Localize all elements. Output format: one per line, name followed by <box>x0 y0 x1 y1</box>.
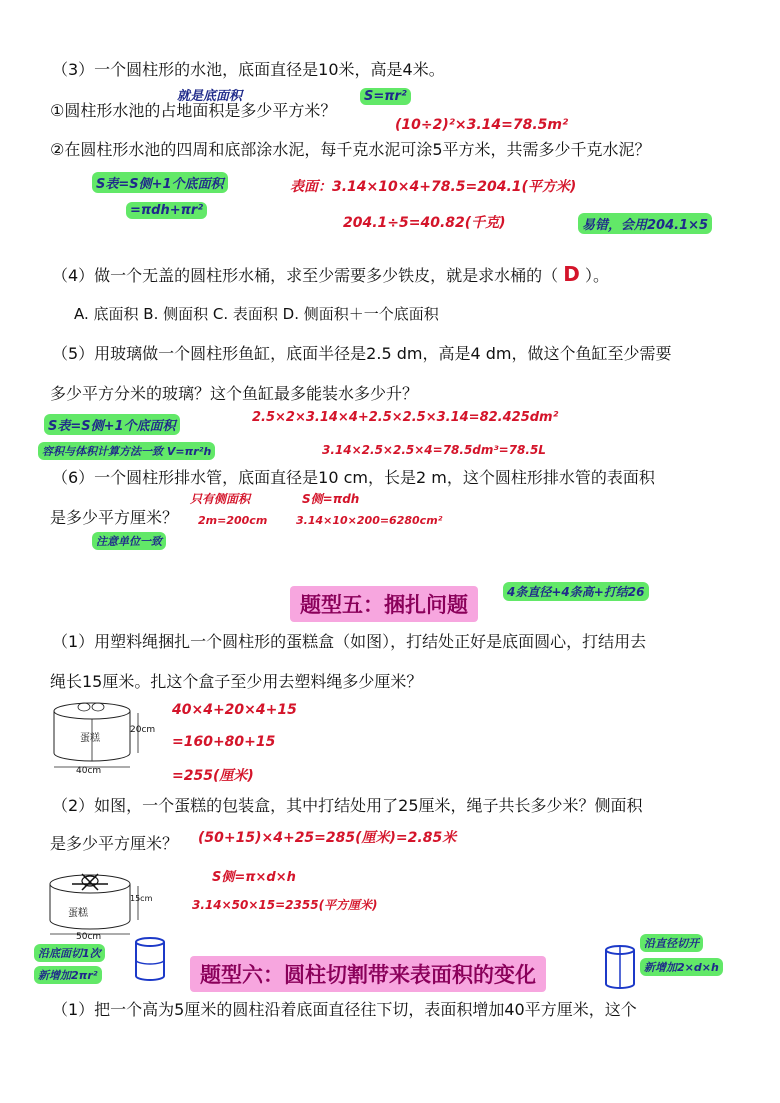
cylinder-icon-left <box>132 936 168 984</box>
s6q1-line1: （1）把一个高为5厘米的圆柱沿着底面直径往下切，表面积增加40平方厘米，这个 <box>52 1000 637 1019</box>
s5q1-calc3: =255(厘米) <box>172 768 254 784</box>
fig1-label: 蛋糕 <box>80 733 100 744</box>
q6-conv: 2m=200cm <box>198 514 268 527</box>
q4-title: （4）做一个无盖的圆柱形水桶，求至少需要多少铁皮，就是求水桶的（ D ）。 <box>52 262 609 286</box>
cake-box-figure-1 <box>42 697 156 777</box>
s5q1-calc1: 40×4+20×4+15 <box>172 702 297 718</box>
q3-sub2: ②在圆柱形水池的四周和底部涂水泥，每千克水泥可涂5平方米，共需多少千克水泥？ <box>50 140 651 159</box>
q5-calc-v: 3.14×2.5×2.5×4=78.5dm³=78.5L <box>322 443 546 457</box>
q5-line1: （5）用玻璃做一个圆柱形鱼缸，底面半径是2.5 dm，高是4 dm，做这个鱼缸至少需要 <box>52 344 672 363</box>
q3-formula-s: S表=S侧+1个底面积 <box>92 172 228 193</box>
s5q2-line1: （2）如图，一个蛋糕的包装盒，其中打结处用了25厘米，绳子共长多少米？侧面积 <box>52 796 643 815</box>
sec6-right-note1: 沿直径切开 <box>640 934 703 952</box>
q6-note-side: 只有侧面积 <box>190 492 251 506</box>
q5-line2: 多少平方分米的玻璃？这个鱼缸最多能装水多少升？ <box>50 384 419 403</box>
q4-answer: D <box>563 262 580 286</box>
fig2-label: 蛋糕 <box>68 904 88 919</box>
sec5-title: 题型五：捆扎问题 <box>290 586 478 622</box>
q3-calc-kg: 204.1÷5=40.82(千克) <box>343 215 506 231</box>
q3-calc-s: 表面：3.14×10×4+78.5=204.1(平方米) <box>290 179 577 195</box>
sec5-tip: 4条直径+4条高+打结26 <box>503 582 649 601</box>
q3-calc-area: (10÷2)²×3.14=78.5m² <box>395 117 569 133</box>
q3-formula-s2: =πdh+πr² <box>126 202 207 219</box>
fig1-width: 40cm <box>76 766 102 776</box>
s5q2-calc-rope: (50+15)×4+25=285(厘米)=2.85米 <box>198 830 457 846</box>
cake-box-figure-2 <box>42 868 152 942</box>
cylinder-icon-right <box>602 944 638 992</box>
q5-note-v: 容积与体积计算方法一致 V=πr²h <box>38 442 215 460</box>
q6-note-unit: 注意单位一致 <box>92 532 166 550</box>
s5q2-line2: 是多少平方厘米？ <box>50 834 179 853</box>
sec6-title: 题型六：圆柱切割带来表面积的变化 <box>190 956 546 992</box>
q3-formula-area: S=πr² <box>360 88 411 105</box>
fig2-width: 50cm <box>76 932 102 942</box>
q5-formula-s: S表=S侧+1个底面积 <box>44 414 180 435</box>
s5q1-line2: 绳长15厘米。扎这个盒子至少用去塑料绳多少厘米？ <box>50 672 423 691</box>
sec6-right-note2: 新增加2×d×h <box>640 958 723 976</box>
q4-options: A. 底面积 B. 侧面积 C. 表面积 D. 侧面积＋一个底面积 <box>74 305 439 323</box>
fig2-height: 15cm <box>130 894 153 903</box>
q3-note-err: 易错，会用204.1×5 <box>578 213 712 234</box>
q6-formula: S侧=πdh <box>302 492 360 506</box>
q5-calc-s: 2.5×2×3.14×4+2.5×2.5×3.14=82.425dm² <box>252 410 559 425</box>
q6-line2: 是多少平方厘米？ <box>50 508 179 527</box>
q3-title: （3）一个圆柱形的水池，底面直径是10米，高是4米。 <box>52 60 445 79</box>
s5q2-formula: S侧=π×d×h <box>212 870 296 885</box>
q3-note-area: 就是底面积 <box>177 89 243 104</box>
fig1-height: 20cm <box>130 725 156 735</box>
sec6-left-note2: 新增加2πr² <box>34 966 102 984</box>
s5q1-line1: （1）用塑料绳捆扎一个圆柱形的蛋糕盒（如图），打结处正好是底面圆心，打结用去 <box>52 632 647 651</box>
sec6-left-note1: 沿底面切1次 <box>34 944 105 962</box>
q6-line1: （6）一个圆柱形排水管，底面直径是10 cm，长是2 m，这个圆柱形排水管的表面积 <box>52 468 655 487</box>
s5q2-calc-side: 3.14×50×15=2355(平方厘米) <box>192 898 378 912</box>
q3-sub1: ①圆柱形水池的占地面积是多少平方米？ <box>50 101 337 120</box>
q6-calc: 3.14×10×200=6280cm² <box>296 514 443 527</box>
s5q1-calc2: =160+80+15 <box>172 734 276 750</box>
